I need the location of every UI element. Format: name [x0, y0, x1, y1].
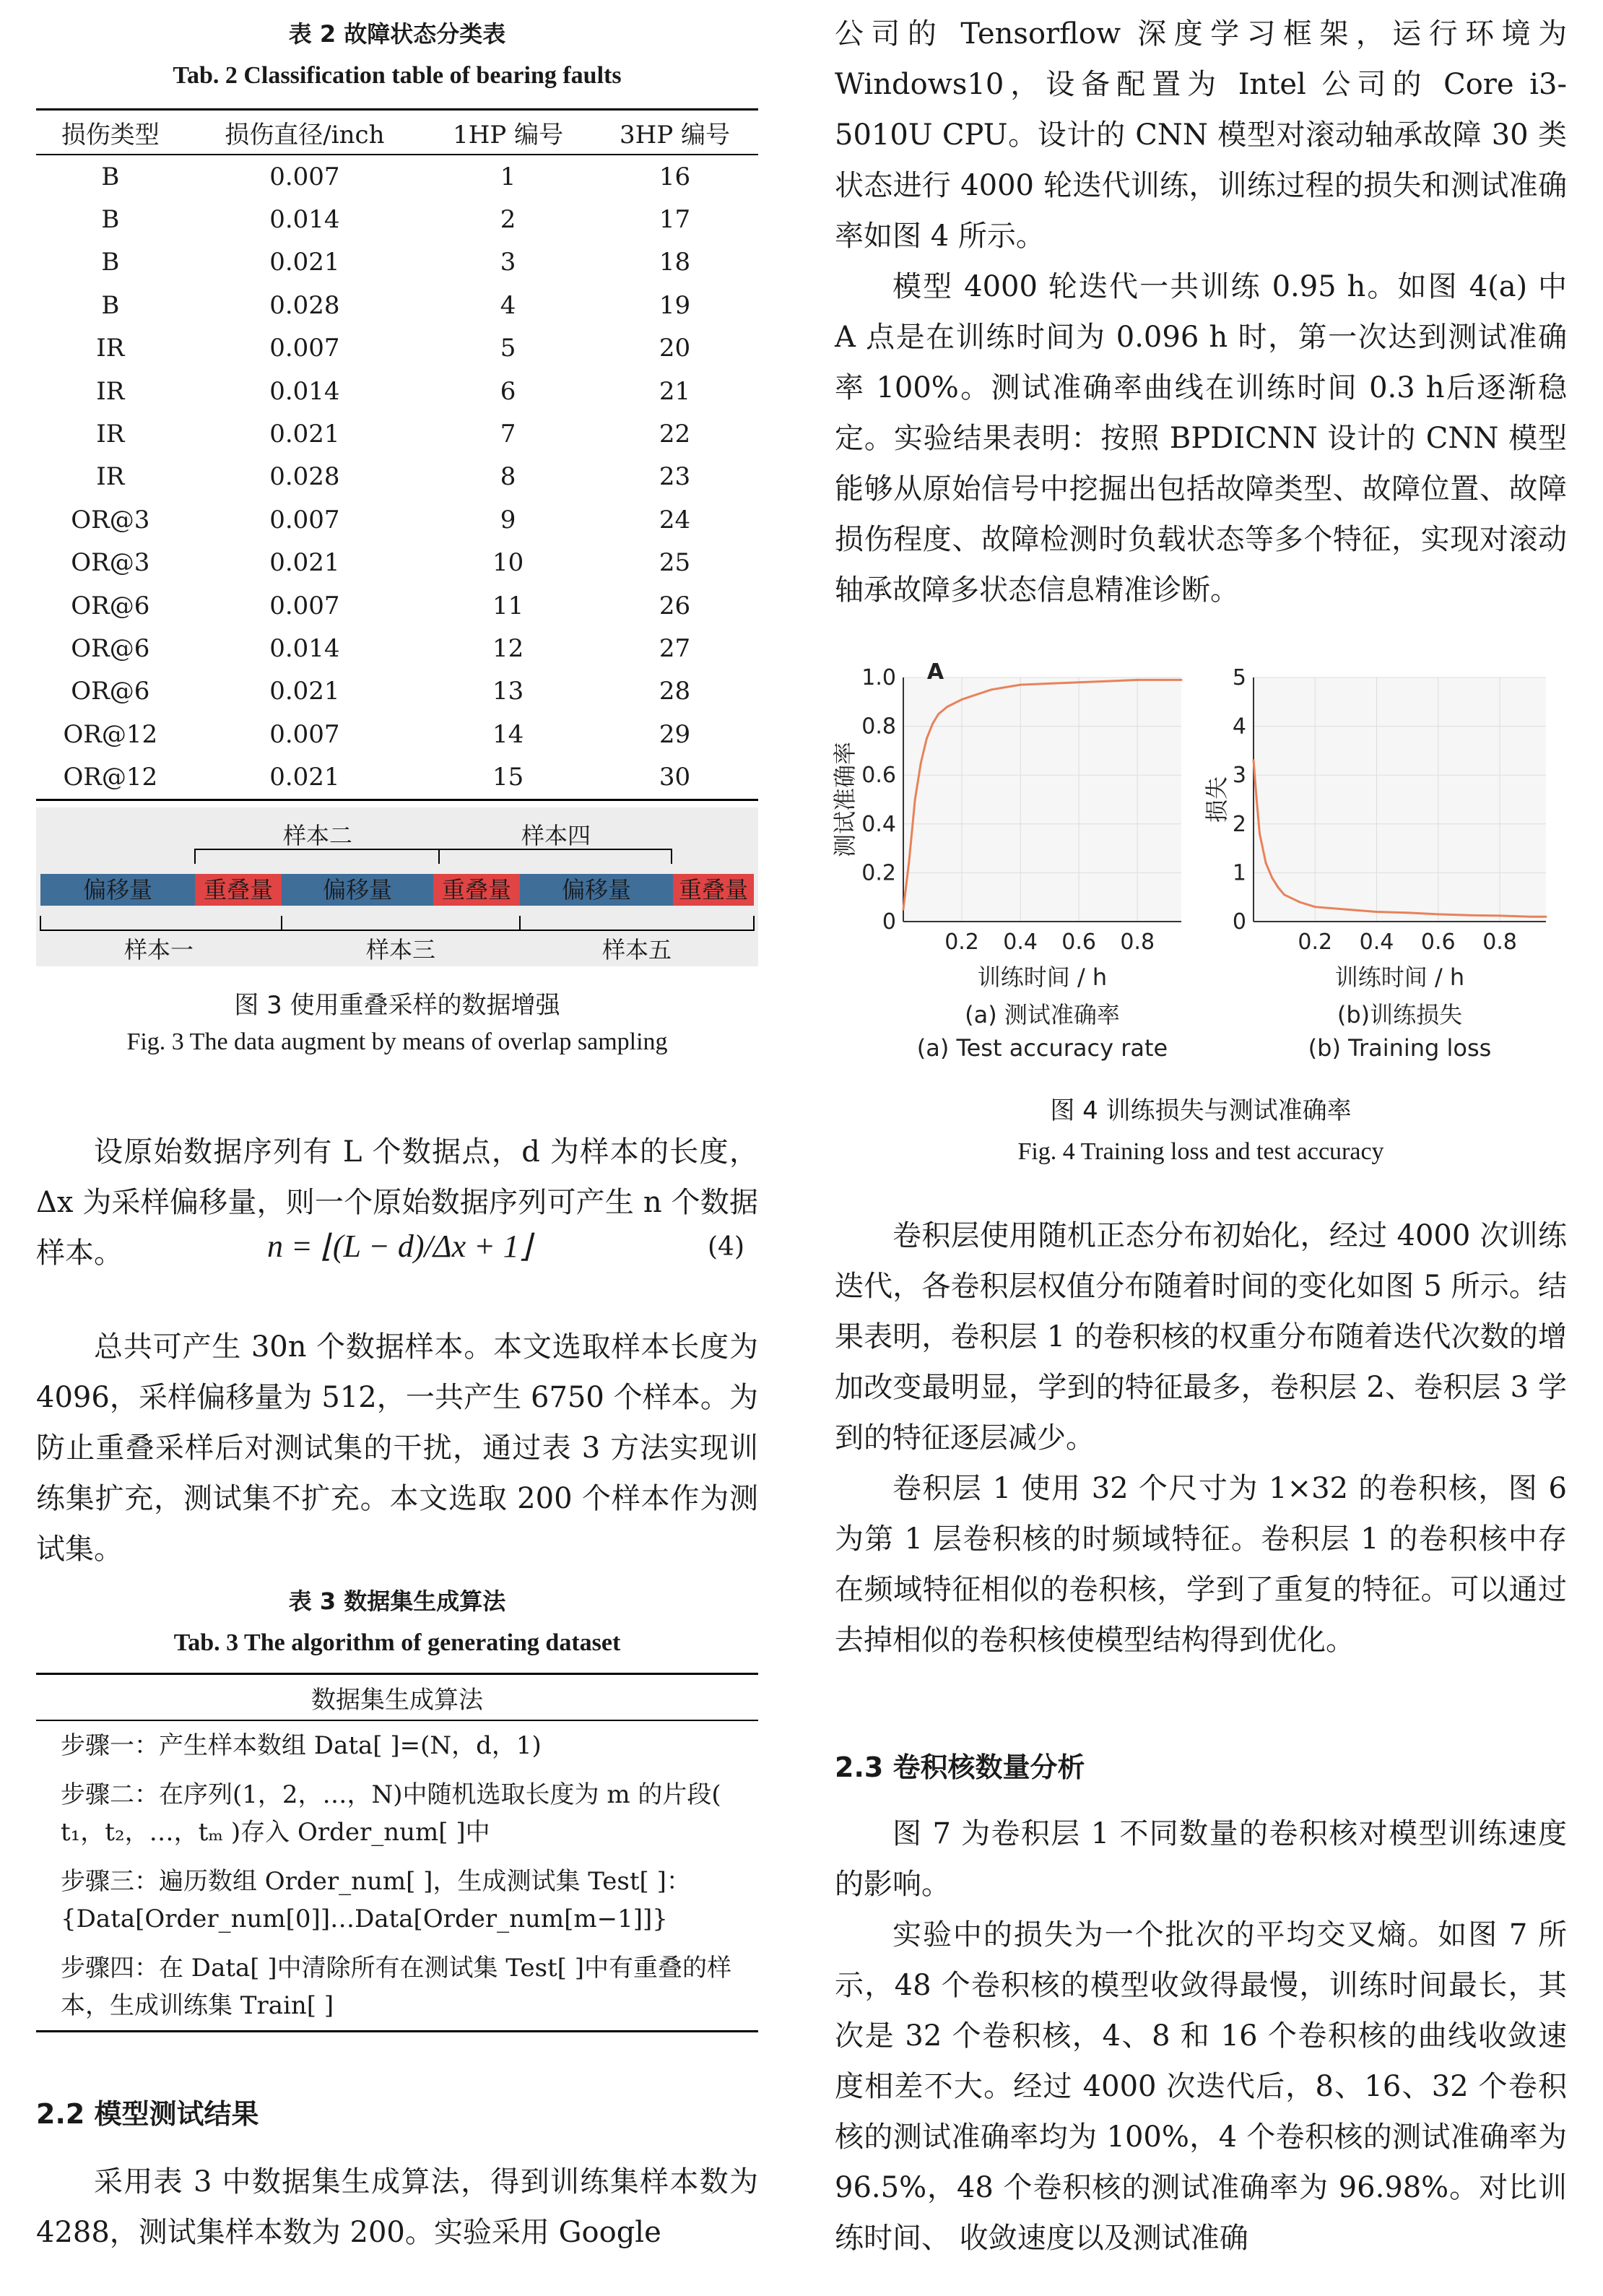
x-tick-label: 0.6	[1420, 930, 1456, 955]
table-cell: 22	[659, 420, 691, 449]
y-tick-label: 0	[882, 909, 896, 935]
algorithm-step: 步骤一：产生样本数组 Data[ ]=(N，d，1)	[61, 1731, 542, 1760]
chart-title: (a) 测试准确率	[965, 1001, 1120, 1028]
table-cell: 0.007	[269, 719, 340, 749]
table-header-row	[36, 110, 758, 155]
fig4-caption-cn: 图 4 训练损失与测试准确率	[1050, 1096, 1352, 1125]
algorithm-table	[36, 1673, 758, 2032]
data-point	[903, 909, 905, 911]
table-cell: 5	[500, 334, 516, 363]
table-cell: 15	[425, 755, 591, 800]
data-point	[1283, 893, 1285, 896]
figure-3	[36, 807, 758, 966]
bearing-fault-table	[36, 108, 758, 801]
y-axis-label: 损失	[1203, 776, 1230, 823]
offset-segment: 偏移量	[282, 874, 433, 906]
table-cell: 0.021	[269, 677, 340, 706]
table3-caption-cn: 表 3 数据集生成算法	[288, 1587, 506, 1615]
table-cell: 17	[659, 205, 691, 235]
table-cell: 0.007	[269, 334, 340, 363]
chart-title: (b)训练损失	[1337, 1001, 1463, 1028]
figure-4	[831, 659, 1567, 1069]
data-point	[1137, 679, 1139, 681]
data-point	[1181, 679, 1183, 681]
table-cell: 0.007	[269, 162, 340, 191]
data-point	[1020, 684, 1022, 686]
overlap-segment: 重叠量	[673, 874, 754, 906]
data-point	[1376, 911, 1378, 913]
table-cell: 25	[659, 548, 691, 578]
data-point	[961, 698, 963, 701]
fig4-caption-en: Fig. 4 Training loss and test accuracy	[1017, 1138, 1384, 1165]
section-2-3-title: 2.3 卷积核数量分析	[835, 1751, 1085, 1783]
table-row	[36, 198, 758, 241]
table-cell: 28	[659, 677, 691, 706]
table-row	[36, 284, 758, 326]
offset-segment: 偏移量	[40, 874, 195, 906]
table-row	[36, 627, 758, 670]
table-row	[36, 1720, 758, 1770]
table-cell: OR@12	[63, 719, 158, 749]
table-cell: 0.014	[269, 205, 340, 235]
paragraph-text: 公司的 Tensorflow 深度学习框架，运行环境为 Windows10，设备配置为 Intel 公司的 Core i3-5010U CPU。设计的 CNN 模型对滚动轴承故障 30 类状态进行 4000 轮迭代训练，训练过程的损失和测试准确率如图 4 所示。	[835, 17, 1567, 253]
paragraph-text: 实验中的损失为一个批次的平均交叉熵。如图 7 所示，48 个卷积核的模型收敛得最慢，训练时间最长，其次是 32 个卷积核，4、8 和 16 个卷积核的曲线收敛速度相差不大。经过 4000 次迭代后，8、16、32 个卷积核的测试准确率均为 100%，4 个卷积核的测试准确率为 96.5%，48 个卷积核的测试准确率为 96.98%。对比训练时间、 收敛速度以及测试准确	[835, 1918, 1567, 2255]
annotation-point-a: A	[926, 659, 944, 685]
table-cell: B	[101, 248, 120, 277]
table-cell: OR@3	[71, 548, 150, 578]
table-cell: 9	[500, 505, 516, 534]
table-cell: 6	[500, 376, 516, 406]
table2	[36, 108, 758, 801]
y-tick-label: 5	[1232, 665, 1246, 690]
table-row	[36, 755, 758, 800]
data-point	[931, 723, 934, 725]
table3-caption-en: Tab. 3 The algorithm of generating dataset	[173, 1629, 621, 1656]
table-cell: 0.007	[269, 505, 340, 534]
table-cell: 27	[659, 633, 691, 663]
table-cell: 24	[659, 505, 691, 534]
table-row	[36, 241, 758, 284]
column-header: 损伤类型	[36, 110, 185, 155]
x-tick-label: 0.2	[1298, 930, 1333, 955]
table-cell: 12	[492, 633, 524, 663]
algorithm-step: 步骤三：遍历数组 Order_num[ ]，生成测试集 Test[ ]：{Data[Order_num[0]]…Data[Order_num[m−1]]}	[61, 1867, 691, 1933]
table-cell: 0.028	[269, 462, 340, 492]
data-point	[1344, 909, 1347, 911]
offset-segment: 偏移量	[520, 874, 673, 906]
algorithm-step: 步骤四：在 Data[ ]中清除所有在测试集 Test[ ]中有重叠的样本，生成训练集 Train[ ]	[36, 1944, 758, 2032]
x-tick-label: 0.4	[1359, 930, 1394, 955]
fig3-bar	[40, 874, 754, 906]
table-cell: IR	[96, 376, 125, 406]
table-cell: 14	[492, 719, 524, 749]
y-tick-label: 1.0	[861, 665, 896, 690]
table-row	[36, 1770, 758, 1857]
table-cell: 0.021	[185, 755, 425, 800]
table-row	[36, 713, 758, 755]
x-tick-label: 0.4	[1003, 930, 1038, 955]
data-point	[1545, 916, 1547, 918]
table-row	[36, 456, 758, 498]
table-cell: 3	[500, 248, 516, 277]
table-cell: IR	[96, 420, 125, 449]
table-cell: 1	[500, 162, 516, 191]
paragraph-results	[835, 261, 1567, 615]
paragraph-text: 模型 4000 轮迭代一共训练 0.95 h。如图 4(a) 中 A 点是在训练时间为 0.096 h 时，第一次达到测试准确率 100%。测试准确率曲线在训练时间 0.3 h后逐渐稳定。实验结果表明：按照 BPDICNN 设计的 CNN 模型能够从原始信号中挖掘出包括故障类型、故障位置、故障损伤程度、故障检测时负载状态等多个特征，实现对滚动轴承故障多状态信息精准诊断。	[835, 270, 1567, 607]
x-tick-label: 0.8	[1482, 930, 1517, 955]
y-tick-label: 0	[1232, 909, 1246, 935]
sample-three-label: 样本三	[365, 936, 435, 963]
table-cell: 23	[659, 462, 691, 492]
table-cell: B	[101, 162, 120, 191]
table-cell: 13	[492, 677, 524, 706]
table-cell: 10	[492, 548, 524, 578]
column-header: 3HP 编号	[591, 110, 758, 155]
table-row	[36, 498, 758, 541]
data-point	[1004, 686, 1007, 688]
table-cell: 19	[659, 290, 691, 320]
table2-caption-cn: 表 2 故障状态分类表	[288, 20, 506, 48]
data-point	[1407, 911, 1409, 914]
table-cell: 8	[500, 462, 516, 492]
data-point	[1259, 833, 1261, 835]
x-tick-label: 0.6	[1061, 930, 1097, 955]
plot-area	[1254, 677, 1546, 922]
paragraph-dataset	[36, 1322, 758, 1574]
y-tick-label: 1	[1232, 860, 1246, 886]
formula-4: n = ⌊(L − d)/Δx + 1⌋	[267, 1229, 531, 1264]
table-row	[36, 542, 758, 584]
paragraph-text: 采用表 3 中数据集生成算法，得到训练集样本数为 4288，测试集样本数为 200。实验采用 Google	[36, 2165, 758, 2249]
table-row	[36, 412, 758, 455]
sample-four-label: 样本四	[521, 822, 591, 849]
overlap-segment: 重叠量	[195, 874, 282, 906]
table-cell: 2	[500, 205, 516, 235]
fig3-caption-cn: 图 3 使用重叠采样的数据增强	[234, 991, 560, 1020]
y-tick-label: 0.2	[861, 860, 896, 886]
column-header: 损伤直径/inch	[185, 110, 425, 155]
table-cell: 0.014	[269, 633, 340, 663]
data-point	[908, 859, 911, 862]
y-tick-label: 3	[1232, 763, 1246, 789]
x-axis-label: 训练时间 / h	[977, 963, 1108, 991]
plot-area	[903, 677, 1181, 922]
data-point	[914, 799, 916, 801]
data-point	[976, 693, 978, 696]
table-row	[36, 155, 758, 198]
table-cell: IR	[96, 334, 125, 363]
table-row	[36, 670, 758, 713]
paragraph-text: 总共可产生 30n 个数据样本。本文选取样本长度为 4096，采样偏移量为 512，一共产生 6750 个样本。为防止重叠采样后对测试集的干扰，通过表 3 方法实现训练集扩充，测试集不扩充。本文选取 200 个样本作为测试集。	[36, 1330, 758, 1566]
table-cell: OR@6	[71, 591, 150, 620]
table-cell: OR@12	[36, 755, 185, 800]
table-row	[36, 584, 758, 627]
table-row	[36, 327, 758, 370]
data-point	[1298, 901, 1300, 903]
data-point	[1078, 681, 1080, 683]
table-cell: 30	[591, 755, 758, 800]
data-point	[1253, 759, 1255, 761]
paragraph-section-2-2	[36, 2157, 758, 2258]
data-point	[1048, 683, 1051, 685]
data-point	[1107, 680, 1109, 683]
table-cell: 0.021	[269, 248, 340, 277]
paragraph-kernel-speed	[835, 1808, 1567, 1910]
table2-caption-en: Tab. 2 Classification table of bearing faults	[173, 62, 622, 89]
data-point	[1314, 906, 1316, 908]
y-tick-label: 4	[1232, 714, 1246, 740]
paragraph-kernel-loss	[835, 1910, 1567, 2263]
algorithm-step: 步骤二：在序列(1，2，…，N)中随机选取长度为 m 的片段( t₁，t₂，…，tₘ )存入 Order_num[ ]中	[61, 1780, 721, 1847]
paragraph-text: 图 7 为卷积层 1 不同数量的卷积核对模型训练速度的影响。	[835, 1817, 1567, 1901]
table-row	[36, 370, 758, 412]
data-point	[946, 706, 948, 708]
data-point	[1271, 877, 1273, 879]
y-tick-label: 2	[1232, 811, 1246, 837]
data-point	[1277, 886, 1280, 888]
paragraph-conv-init	[835, 1210, 1567, 1463]
table-cell: 18	[659, 248, 691, 277]
data-point	[926, 737, 928, 740]
data-point	[1529, 916, 1532, 918]
data-point	[937, 713, 939, 715]
chart-subtitle: (b) Training loss	[1308, 1034, 1492, 1062]
table-cell: 26	[659, 591, 691, 620]
data-point	[1499, 914, 1501, 917]
x-axis-label: 训练时间 / h	[1334, 963, 1465, 991]
data-point	[1165, 679, 1168, 681]
data-point	[920, 762, 922, 764]
table-cell: 16	[659, 162, 691, 191]
paragraph-environment	[835, 9, 1567, 261]
paragraph-conv-kernels	[835, 1463, 1567, 1665]
paragraph-text: 卷积层使用随机正态分布初始化，经过 4000 次训练迭代，各卷积层权值分布随着时间的变化如图 5 所示。结果表明，卷积层 1 的卷积核的权重分布随着迭代次数的增加改变最明显，学到的特征最多，卷积层 2、卷积层 3 学到的特征逐层减少。	[835, 1219, 1567, 1455]
table-cell: 0.028	[269, 290, 340, 320]
table-cell: OR@3	[71, 505, 150, 534]
table-cell: B	[101, 205, 120, 235]
y-tick-label: 0.4	[861, 811, 896, 837]
column-header: 数据集生成算法	[36, 1674, 758, 1721]
y-tick-label: 0.6	[861, 763, 896, 789]
sample-five-label: 样本五	[601, 936, 672, 963]
data-point	[1256, 799, 1258, 801]
table-cell: OR@6	[71, 633, 150, 663]
section-2-2-title: 2.2 模型测试结果	[36, 2098, 259, 2130]
fig3-caption-en: Fig. 3 The data augment by means of overlap sampling	[126, 1028, 668, 1055]
table-cell: 29	[659, 719, 691, 749]
formula-number: (4)	[708, 1232, 744, 1262]
paragraph-text: 卷积层 1 使用 32 个尺寸为 1×32 的卷积核，图 6 为第 1 层卷积核的时频域特征。卷积层 1 的卷积核中存在频域特征相似的卷积核，学到了重复的特征。可以通过去掉相似的卷积核使模型结构得到优化。	[835, 1472, 1567, 1657]
data-point	[1437, 913, 1439, 915]
table-cell: OR@6	[71, 677, 150, 706]
data-point	[1265, 862, 1267, 864]
fig4-charts	[831, 659, 1567, 1069]
table-cell: 0.021	[269, 548, 340, 578]
table-cell: 21	[659, 376, 691, 406]
table-cell: 7	[500, 420, 516, 449]
table-cell: 4	[500, 290, 516, 320]
y-axis-label: 测试准确率	[831, 741, 859, 858]
overlap-segment: 重叠量	[433, 874, 520, 906]
table-cell: 0.014	[269, 376, 340, 406]
table-cell: IR	[96, 462, 125, 492]
chart-subtitle: (a) Test accuracy rate	[916, 1034, 1168, 1062]
table-cell: 0.007	[269, 591, 340, 620]
table-cell: 0.021	[269, 420, 340, 449]
data-point	[990, 688, 992, 690]
column-header: 1HP 编号	[425, 110, 591, 155]
table-cell: B	[101, 290, 120, 320]
paragraph-text: 设原始数据序列有 L 个数据点，d 为样本的长度，Δx 为采样偏移量，则一个原始数据序列可产生 n 个数据样本。	[36, 1135, 758, 1270]
table3	[36, 1673, 758, 2032]
table-row	[36, 1857, 758, 1944]
x-tick-label: 0.8	[1120, 930, 1155, 955]
table-cell: 11	[492, 591, 524, 620]
y-tick-label: 0.8	[861, 714, 896, 740]
table-cell: 20	[659, 334, 691, 363]
sample-two-label: 样本二	[282, 822, 352, 849]
x-tick-label: 0.2	[944, 930, 979, 955]
sample-one-label: 样本一	[123, 936, 194, 963]
data-point	[1468, 914, 1470, 917]
table-row	[36, 1944, 758, 2032]
